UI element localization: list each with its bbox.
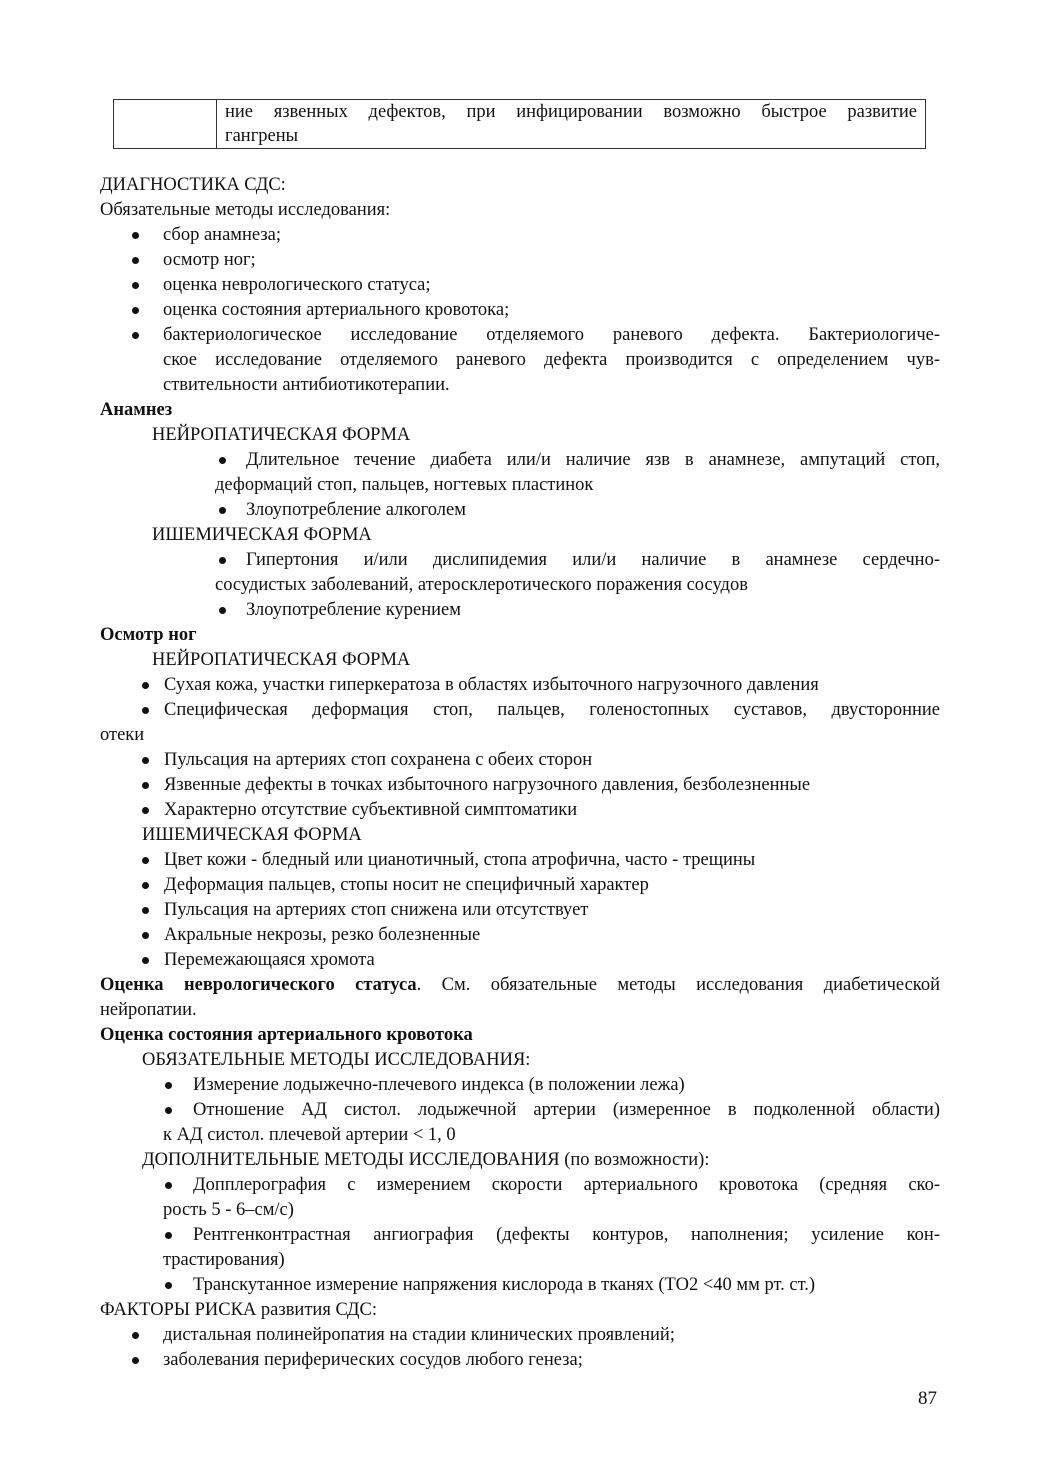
list-item: осмотр ног; [100,248,940,273]
bullet-icon [132,307,139,314]
list-item: Транскутанное измерение напряжения кислорода в тканях (ТО2 <40 мм рт. ст.) [100,1273,940,1298]
bullet-icon [142,882,149,889]
neuro-status-paragraph: Оценка неврологического статуса. См. обязательные методы исследования диабетической [100,975,940,995]
list-item: Акральные некрозы, резко болезненные [100,923,940,948]
list-item: оценка состояния артериального кровотока; [100,298,940,323]
bullet-icon [142,707,149,714]
list-item: Характерно отсутствие субъективной симптоматики [100,798,940,823]
bullet-icon [142,907,149,914]
section-title-arterial: Оценка состояния артериального кровотока [100,1025,473,1045]
subheading-mandatory: ОБЯЗАТЕЛЬНЫЕ МЕТОДЫ ИССЛЕДОВАНИЯ: [142,1050,531,1070]
list-item: Допплерография с измерением скорости артериального кровотока (средняя ско- рость 5 - 6–см/с) [163,1175,940,1220]
bullet-icon [165,1082,172,1089]
list-item: Цвет кожи - бледный или цианотичный, стопа атрофична, часто - трещины [100,848,940,873]
bullet-icon [142,932,149,939]
subheading-ischemic: ИШЕМИЧЕСКАЯ ФОРМА [142,825,362,845]
bullet-icon [165,1232,172,1239]
neuro-status-heading: Оценка неврологического статуса [100,975,417,995]
list-item: Гипертония и/или дислипидемия или/и наличие в анамнезе сердечно- сосудистых заболеваний, атеросклеротического поражения сосудов [215,550,940,595]
bullet-icon [132,282,139,289]
section-title-risk: ФАКТОРЫ РИСКА развития СДС: [100,1300,377,1320]
bullet-icon [165,1107,172,1114]
subheading-neuropathic: НЕЙРОПАТИЧЕСКАЯ ФОРМА [152,650,411,670]
bullet-icon [142,957,149,964]
list-item: сбор анамнеза; [100,223,940,248]
bullet-icon [142,757,149,764]
list-item: дистальная полинейропатия на стадии клинических проявлений; [100,1323,940,1348]
subheading-ischemic: ИШЕМИЧЕСКАЯ ФОРМА [152,525,372,545]
list-item: Пульсация на артериях стоп снижена или отсутствует [100,898,940,923]
bullet-icon [142,682,149,689]
list-item: оценка неврологического статуса; [100,273,940,298]
list-item: Язвенные дефекты в точках избыточного нагрузочного давления, безболезненные [100,773,940,798]
bullet-icon [132,1357,139,1364]
list-item: Сухая кожа, участки гиперкератоза в областях избыточного нагрузочного давления [100,673,940,698]
subheading-additional: ДОПОЛНИТЕЛЬНЫЕ МЕТОДЫ ИССЛЕДОВАНИЯ (по возможности): [142,1150,710,1170]
continuation-table [113,99,926,149]
list-item: Специфическая деформация стоп, пальцев, голеностопных суставов, двусторонние отеки [100,700,940,745]
subheading-neuropathic: НЕЙРОПАТИЧЕСКАЯ ФОРМА [152,425,411,445]
bullet-icon [219,607,226,614]
bullet-icon [219,457,226,464]
table-row [114,100,926,149]
bullet-icon [132,257,139,264]
diagnostics-intro: Обязательные методы исследования: [100,200,391,220]
table-cell-line: гангрены [225,126,299,146]
list-item: Длительное течение диабета или/и наличие язв в анамнезе, ампутаций стоп, деформаций стоп, пальцев, ногтевых пластинок [215,450,940,495]
bullet-icon [132,332,139,339]
list-item: заболевания периферических сосудов любого генеза; [100,1348,940,1373]
bullet-icon [142,857,149,864]
table-cell-right [217,100,926,149]
bullet-icon [132,232,139,239]
bullet-icon [165,1182,172,1189]
list-item: Злоупотребление курением [100,598,940,623]
list-item: Перемежающаяся хромота [100,948,940,973]
list-item: Отношение АД систол. лодыжечной артерии (измеренное в подколенной области) к АД систол. плечевой артерии < 1, 0 [163,1100,940,1145]
list-item: Измерение лодыжечно-плечевого индекса (в положении лежа) [100,1073,940,1098]
section-title-anamnesis: Анамнез [100,400,173,420]
bullet-icon [142,782,149,789]
list-item: Злоупотребление алкоголем [100,498,940,523]
bullet-icon [165,1282,172,1289]
section-title-diagnostics: ДИАГНОСТИКА СДС: [100,175,286,195]
section-title-exam: Осмотр ног [100,625,197,645]
bullet-icon [219,507,226,514]
list-item: Деформация пальцев, стопы носит не специфичный характер [100,873,940,898]
neuro-status-line2: нейропатии. [100,1000,197,1020]
main-content [100,173,940,1373]
table-cell-line: ние язвенных дефектов, при инфицировании возможно быстрое развитие [225,102,917,122]
list-item: Рентгенконтрастная ангиография (дефекты контуров, наполнения; усиление кон- трастирования) [163,1225,940,1270]
page-number: 87 [918,1388,937,1409]
table-cell-left [114,100,217,149]
bullet-icon [142,807,149,814]
bullet-icon [132,1332,139,1339]
list-item: бактериологическое исследование отделяемого раневого дефекта. Бактериологиче- ское исследование отделяемого раневого дефекта производится с определением чув- ствительности антибиотикотерапии. [100,323,940,398]
bullet-icon [219,557,226,564]
list-item: Пульсация на артериях стоп сохранена с обеих сторон [100,748,940,773]
